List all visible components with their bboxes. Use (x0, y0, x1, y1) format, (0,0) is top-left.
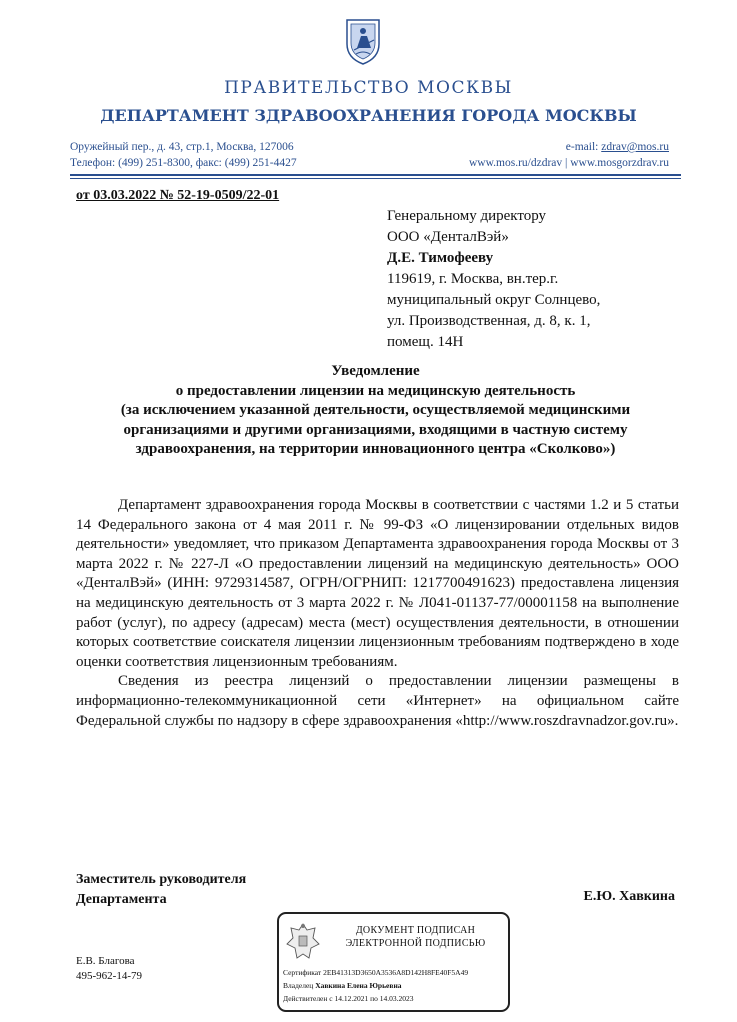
stamp-owner-value: Хавкина Елена Юрьевна (315, 981, 402, 990)
electronic-signature-stamp (277, 912, 510, 1012)
addressee-address-line: муниципальный округ Солнцево, (387, 292, 601, 308)
russian-coat-of-arms-icon (285, 920, 321, 964)
department-title: ДЕПАРТАМЕНТ ЗДРАВООХРАНЕНИЯ ГОРОДА МОСКВЫ (100, 106, 637, 125)
email-link[interactable]: zdrav@mos.ru (601, 141, 669, 153)
document-number: от 03.03.2022 № 52-19-0509/22-01 (76, 188, 280, 203)
notice-subject: здравоохранения, на территории инновационного центра «Сколково») (135, 441, 616, 457)
address-line: Оружейный пер., д. 43, стр.1, Москва, 127006 (70, 141, 294, 153)
stamp-certificate-label: Сертификат (283, 968, 324, 977)
addressee-company: ООО «ДенталВэй» (387, 229, 509, 245)
notice-subject: о предоставлении лицензии на медицинскую деятельность (175, 382, 576, 399)
stamp-title-line: ЭЛЕКТРОННОЙ ПОДПИСЬЮ (345, 938, 486, 949)
signatory-name: Е.Ю. Хавкина (583, 889, 675, 904)
header-divider-thin (70, 178, 681, 179)
stamp-owner (283, 981, 402, 991)
body-paragraph: Департамент здравоохранения города Москвы в соответствии с частями 1.2 и 5 статьи 14 Федерального закона от 4 мая 2011 г. № 99-ФЗ «О лицензировании отдельных видов деятельности» уведомляет, что приказом Департамента здравоохранения города Москвы от 3 марта 2022 г. № 227-Л «О предоставлении лицензий на медицинскую деятельность» ООО «ДенталВэй» (ИНН: 9729314587, ОГРН/ОГРНИП: 1217700491623) предоставлена лицензия на медицинскую деятельность от 3 марта 2022 г. № Л041-01137-77/00001158 на выполнение работ (услуг), по адресу (адресам) места (мест) осуществления деятельности, в отношении которых соответствие соискателя лицензии лицензионным требованиям подтверждено в ходе оценки соответствия лицензионным требованиям. (76, 497, 679, 670)
addressee-address-line: помещ. 14Н (387, 334, 464, 350)
moscow-coat-of-arms-icon (345, 14, 381, 66)
phone-fax-line: Телефон: (499) 251-8300, факс: (499) 251-4427 (70, 157, 297, 169)
email-label: e-mail: (565, 141, 602, 153)
stamp-title (323, 924, 508, 950)
executor-name: Е.В. Благова (76, 955, 135, 967)
signatory-position-line: Департамента (76, 892, 167, 907)
signatory-position-line: Заместитель руководителя (76, 872, 247, 887)
addressee-address-line: ул. Производственная, д. 8, к. 1, (387, 313, 591, 329)
addressee-position: Генеральному директору (387, 208, 547, 224)
notice-subject: организациями и другими организациями, входящими в частную систему (123, 421, 628, 438)
signatory-position (76, 870, 246, 910)
notice-body (76, 496, 679, 731)
email-line (469, 139, 669, 155)
government-title: ПРАВИТЕЛЬСТВО МОСКВЫ (224, 78, 513, 98)
stamp-validity: Действителен с 14.12.2021 по 14.03.2023 (283, 994, 414, 1003)
department-address (70, 139, 297, 171)
stamp-title-line: ДОКУМЕНТ ПОДПИСАН (355, 925, 476, 936)
notice-subject: (за исключением указанной деятельности, осуществляемой медицинскими (120, 402, 631, 418)
notice-title: Уведомление (331, 363, 420, 379)
department-contacts (469, 139, 669, 171)
header-divider (70, 174, 681, 176)
executor-phone: 495-962-14-79 (76, 970, 142, 982)
body-paragraph: Сведения из реестра лицензий о предоставлении лицензии размещены в информационно-телекоммуникационной сети «Интернет» на официальном сайте Федеральной службы по надзору в сфере здравоохранения «http://www.roszdravnadzor.gov.ru». (76, 673, 679, 729)
addressee-address-line: 119619, г. Москва, вн.тер.г. (387, 271, 559, 287)
websites-line[interactable]: www.mos.ru/dzdrav | www.mosgorzdrav.ru (469, 157, 669, 169)
addressee-block (387, 206, 600, 353)
stamp-certificate (283, 968, 468, 978)
executor-info (76, 954, 142, 984)
stamp-owner-label: Владелец (283, 981, 316, 990)
notice-heading (70, 362, 681, 460)
addressee-name: Д.Е. Тимофееву (387, 250, 494, 266)
stamp-certificate-value: 2EB41313D3650A3536A8D142H8FE40F5A49 (323, 968, 469, 977)
